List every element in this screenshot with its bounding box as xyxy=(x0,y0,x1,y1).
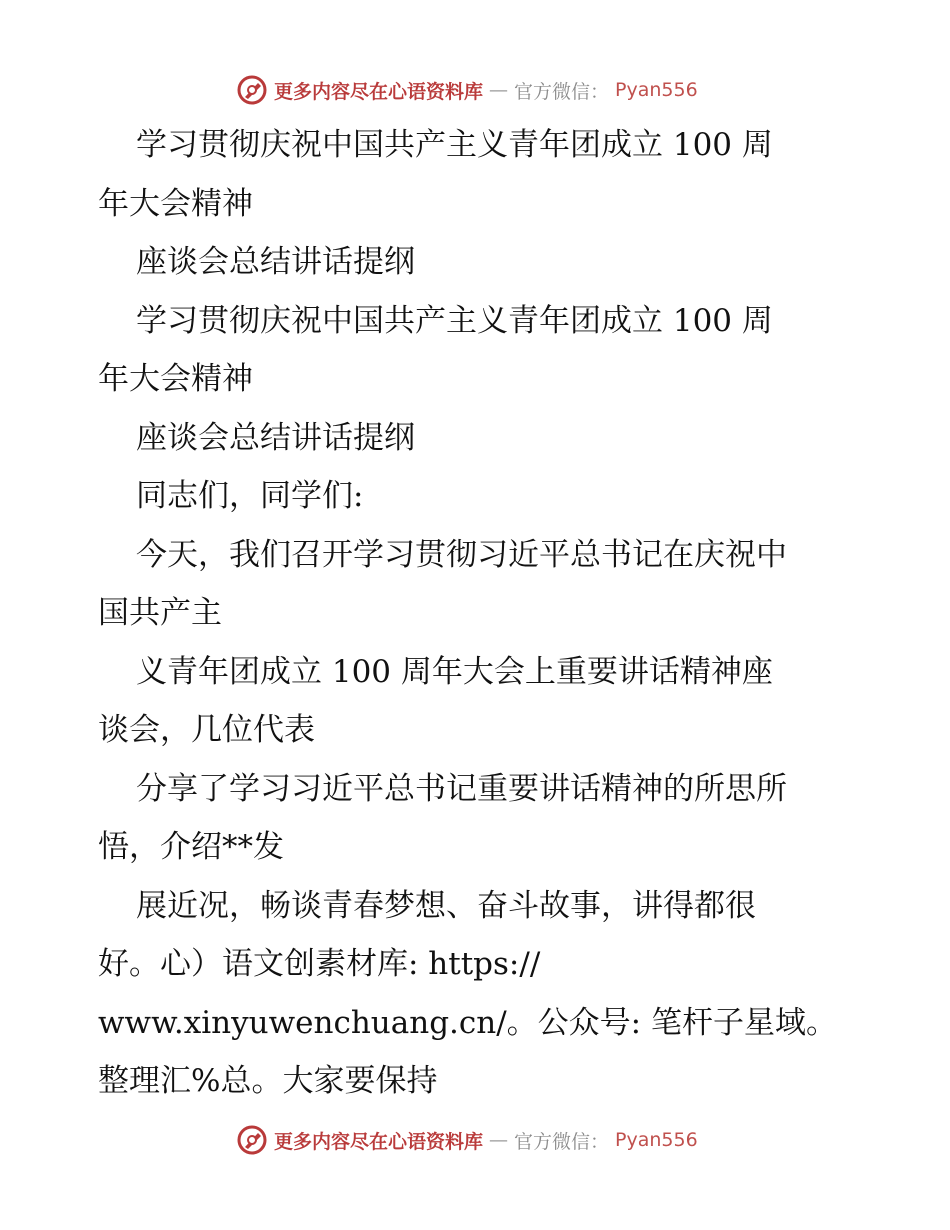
footer-banner[interactable] xyxy=(236,1123,698,1157)
banner-sub-text: 官方微信： xyxy=(514,80,610,103)
text-line: 谈会，几位代表 xyxy=(98,712,315,748)
banner-separator: — xyxy=(489,1129,509,1151)
banner-separator: — xyxy=(489,79,509,101)
banner-wechat-id: Pyan556 xyxy=(615,1129,698,1151)
text-line: 年大会精神 xyxy=(98,361,253,397)
text-line: 悟，介绍**发 xyxy=(98,829,284,865)
text-line: 座谈会总结讲话提纲 xyxy=(136,419,415,456)
quill-logo-icon xyxy=(236,1124,268,1156)
text-line: 分享了学习习近平总书记重要讲话精神的所思所 xyxy=(136,770,787,807)
text-line: 年大会精神 xyxy=(98,185,253,222)
banner-sub-text: 官方微信： xyxy=(514,1130,610,1153)
banner-main-text: 更多内容尽在心语资料库 xyxy=(274,1130,484,1153)
quill-logo-icon xyxy=(236,74,268,106)
text-line: 今天，我们召开学习贯彻习近平总书记在庆祝中 xyxy=(136,536,787,573)
header-banner[interactable] xyxy=(236,73,698,107)
banner-wechat-id: Pyan556 xyxy=(615,79,698,101)
text-line: www.xinyuwenchuang.cn/。公众号: 笔杆子星域。 xyxy=(98,1004,837,1041)
text-line: 学习贯彻庆祝中国共产主义青年团成立 100 周 xyxy=(136,302,773,339)
text-line: 展近况，畅谈青春梦想、奋斗故事，讲得都很 xyxy=(136,887,756,924)
text-line: 座谈会总结讲话提纲 xyxy=(136,244,415,280)
document-body xyxy=(98,116,858,1111)
text-line: 义青年团成立 100 周年大会上重要讲话精神座 xyxy=(136,653,773,690)
text-line: 整理汇%总。大家要保持 xyxy=(98,1063,438,1099)
text-line: 学习贯彻庆祝中国共产主义青年团成立 100 周 xyxy=(136,127,773,163)
banner-main-text: 更多内容尽在心语资料库 xyxy=(274,80,484,103)
text-line: 国共产主 xyxy=(98,595,222,631)
text-line: 好。心）语文创素材库: https:// xyxy=(98,946,541,982)
text-line: 同志们，同学们: xyxy=(136,478,364,514)
